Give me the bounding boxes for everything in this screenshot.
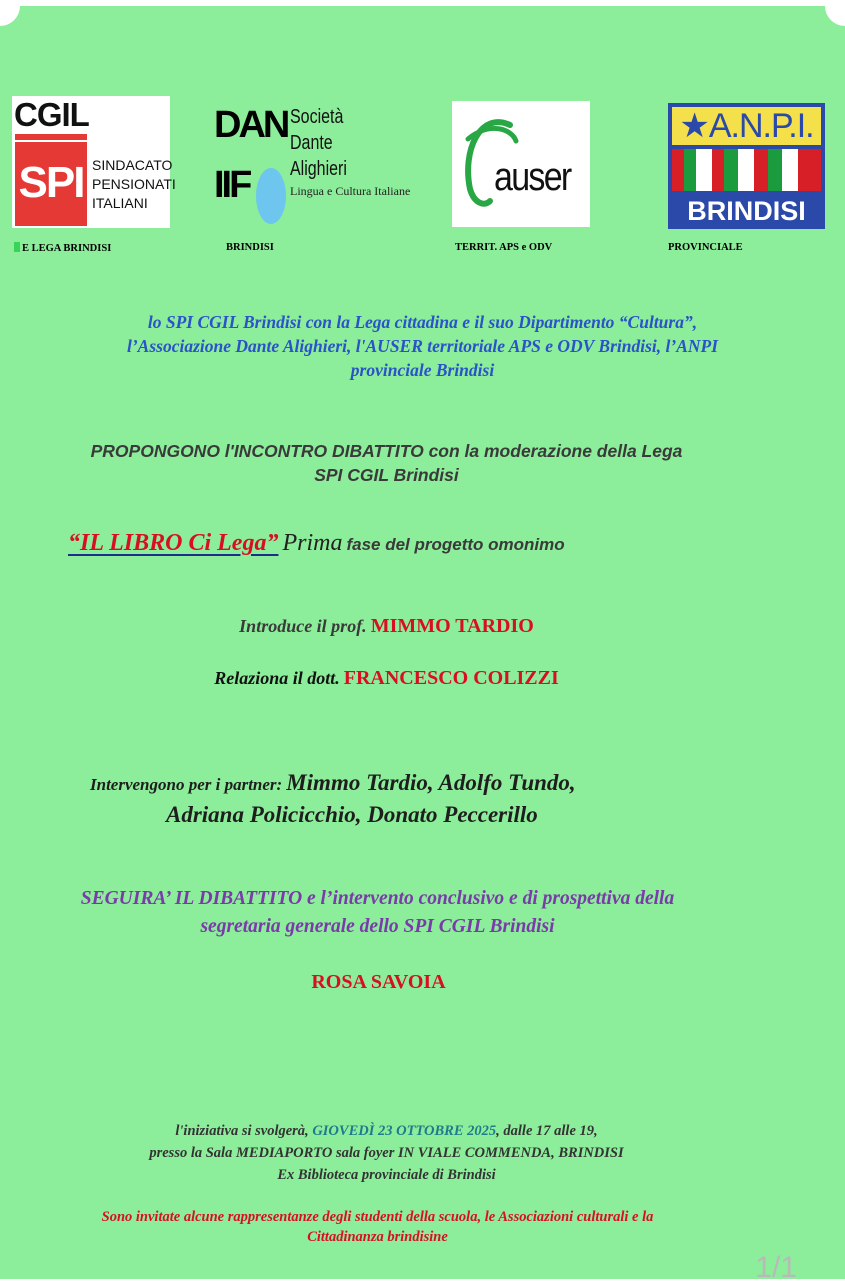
anpi-brindisi-text: BRINDISI: [687, 196, 806, 226]
event-line: Ex Biblioteca provinciale di Brindisi: [277, 1167, 496, 1183]
intro-line: lo SPI CGIL Brindisi con la Lega cittadina e il suo Dipartimento “Cultura”,: [147, 312, 698, 332]
debate-speaker: ROSA SAVOIA: [311, 971, 446, 993]
anpi-text: A.N.P.I.: [708, 107, 814, 145]
dante-caption: BRINDISI: [226, 242, 274, 253]
introduce-label: Introduce il prof.: [239, 616, 367, 636]
dante-alighieri-logo: [212, 102, 412, 228]
partners-names: Adriana Policicchio, Donato Peccerillo: [166, 802, 538, 827]
book-line: [68, 530, 565, 557]
proposal-paragraph: [0, 439, 809, 487]
proposal-line: SPI CGIL Brindisi: [314, 465, 459, 485]
intro-line: provinciale Brindisi: [350, 360, 495, 380]
corner: [825, 6, 845, 26]
debate-paragraph: [0, 885, 800, 941]
dante-letters-top: DAN: [214, 104, 288, 146]
star-icon: ★: [679, 107, 709, 145]
cgil-desc-line: ITALIANI: [92, 195, 148, 211]
debate-line: SEGUIRA’ IL DIBATTITO e l’intervento conclusivo e di prospettiva della: [80, 888, 675, 909]
partners-names: Mimmo Tardio, Adolfo Tundo,: [286, 770, 576, 795]
relaziona-line: [0, 667, 809, 690]
spi-block: [15, 142, 87, 226]
event-date: GIOVEDÌ 23 OTTOBRE 2025: [312, 1123, 497, 1139]
intro-paragraph: [0, 310, 845, 382]
auser-name: auser: [494, 155, 571, 199]
relaziona-name: FRANCESCO COLIZZI: [343, 667, 559, 689]
partners-label: Intervengono per i partner:: [90, 775, 283, 794]
debate-line: segretaria generale dello SPI CGIL Brindisi: [200, 916, 555, 937]
event-line: l'iniziativa si svolgerà, GIOVEDÌ 23 OTTOBRE 2025, dalle 17 alle 19,: [175, 1123, 598, 1139]
cgil-spi-logo: [12, 96, 176, 228]
page-counter: 1/1: [755, 1251, 797, 1284]
cgil-text: CGIL: [14, 96, 89, 133]
spi-text: SPI: [18, 158, 84, 207]
introduce-line: [0, 615, 809, 638]
book-prima: Prima: [282, 530, 343, 556]
anpi-caption: PROVINCIALE: [668, 242, 743, 253]
intro-line: l’Associazione Dante Alighieri, l'AUSER territoriale APS e ODV Brindisi, l’ANPI: [126, 336, 719, 356]
red-stripe: [15, 134, 87, 140]
introduce-name: MIMMO TARDIO: [370, 615, 534, 637]
invite-paragraph: [0, 1207, 800, 1247]
book-title: “IL LIBRO Ci Lega”: [68, 530, 279, 556]
anpi-logo: [668, 103, 825, 229]
corner: [0, 6, 20, 26]
invite-line: Sono invitate alcune rappresentanze degli studenti della scuola, le Associazioni culturali e la: [101, 1209, 654, 1225]
proposal-line: PROPONGONO l'INCONTRO DIBATTITO con la moderazione della Lega: [90, 441, 683, 461]
partners-line1: [90, 770, 576, 796]
cgil-desc-line: SINDACATO: [92, 157, 173, 173]
auser-caption: TERRIT. APS e ODV: [455, 242, 553, 253]
dante-name-line: Dante Alighieri: [290, 132, 347, 180]
blue-oval-icon: [256, 168, 286, 224]
cgil-caption: E LEGA BRINDISI: [14, 242, 111, 254]
dante-letters-bottom: IIF: [214, 164, 250, 206]
book-rest: fase del progetto omonimo: [346, 535, 565, 554]
auser-logo: [452, 101, 590, 227]
relaziona-label: Relaziona il dott.: [214, 668, 340, 688]
flag-band: [672, 149, 821, 191]
event-info: [0, 1120, 809, 1186]
dante-tagline: Lingua e Cultura Italiane: [290, 184, 411, 198]
invite-line: Cittadinanza brindisine: [307, 1229, 448, 1245]
event-line: presso la Sala MEDIAPORTO sala foyer IN VIALE COMMENDA, BRINDISI: [149, 1145, 624, 1161]
dante-name-line: Società: [290, 106, 344, 128]
anpi-top-band: [672, 107, 821, 145]
cgil-desc-line: PENSIONATI: [92, 176, 176, 192]
